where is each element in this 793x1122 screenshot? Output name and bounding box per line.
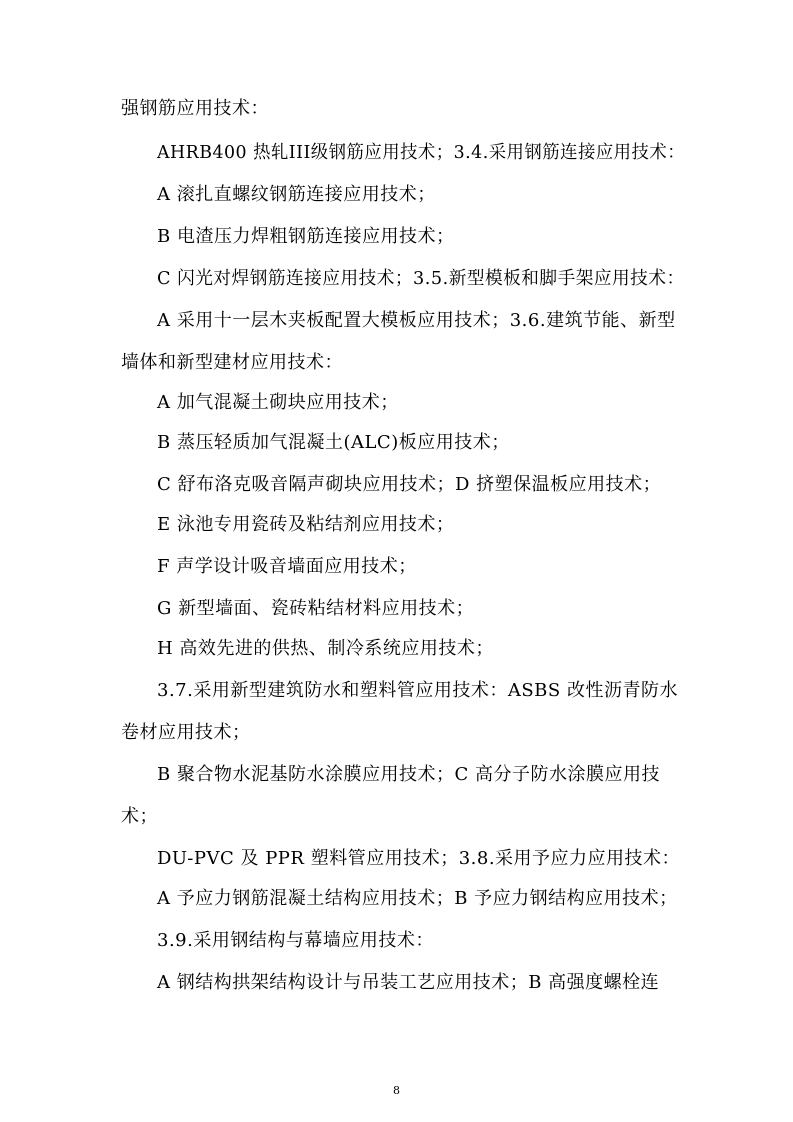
text-line: AHRB400 热轧III级钢筋应用技术；3.4.采用钢筋连接应用技术： bbox=[157, 142, 686, 163]
text-line: C 闪光对焊钢筋连接应用技术；3.5.新型模板和脚手架应用技术： bbox=[157, 268, 685, 289]
text-line: H 高效先进的供热、制冷系统应用技术； bbox=[157, 638, 494, 659]
text-line: 卷材应用技术； bbox=[121, 722, 251, 743]
text-line: DU-PVC 及 PPR 塑料管应用技术；3.8.采用予应力应用技术： bbox=[157, 848, 681, 869]
text-line: A 钢结构拱架结构设计与吊装工艺应用技术；B 高强度螺栓连 bbox=[157, 972, 660, 993]
text-line: 强钢筋应用技术： bbox=[121, 98, 269, 119]
text-line: A 采用十一层木夹板配置大模板应用技术；3.6.建筑节能、新型 bbox=[157, 310, 676, 331]
text-line: B 聚合物水泥基防水涂膜应用技术；C 高分子防水涂膜应用技 bbox=[157, 764, 660, 785]
text-line: A 滚扎直螺纹钢筋连接应用技术； bbox=[157, 184, 436, 205]
page-number: 8 bbox=[393, 1084, 400, 1097]
text-line: E 泳池专用瓷砖及粘结剂应用技术； bbox=[157, 514, 455, 535]
text-line: B 电渣压力焊粗钢筋连接应用技术； bbox=[157, 226, 455, 247]
text-line: F 声学设计吸音墙面应用技术； bbox=[157, 556, 417, 577]
text-line: 墙体和新型建材应用技术： bbox=[121, 352, 343, 373]
text-line: A 加气混凝土砌块应用技术； bbox=[157, 392, 399, 413]
text-line: 术； bbox=[121, 806, 158, 827]
text-line: G 新型墙面、瓷砖粘结材料应用技术； bbox=[157, 598, 475, 619]
text-line: 3.7.采用新型建筑防水和塑料管应用技术：ASBS 改性沥青防水 bbox=[157, 680, 678, 701]
text-line: A 予应力钢筋混凝土结构应用技术；B 予应力钢结构应用技术； bbox=[157, 888, 678, 909]
text-line: B 蒸压轻质加气混凝土(ALC)板应用技术； bbox=[157, 432, 510, 453]
text-line: C 舒布洛克吸音隔声砌块应用技术；D 挤塑保温板应用技术； bbox=[157, 474, 662, 495]
text-line: 3.9.采用钢结构与幕墙应用技术： bbox=[157, 930, 434, 951]
